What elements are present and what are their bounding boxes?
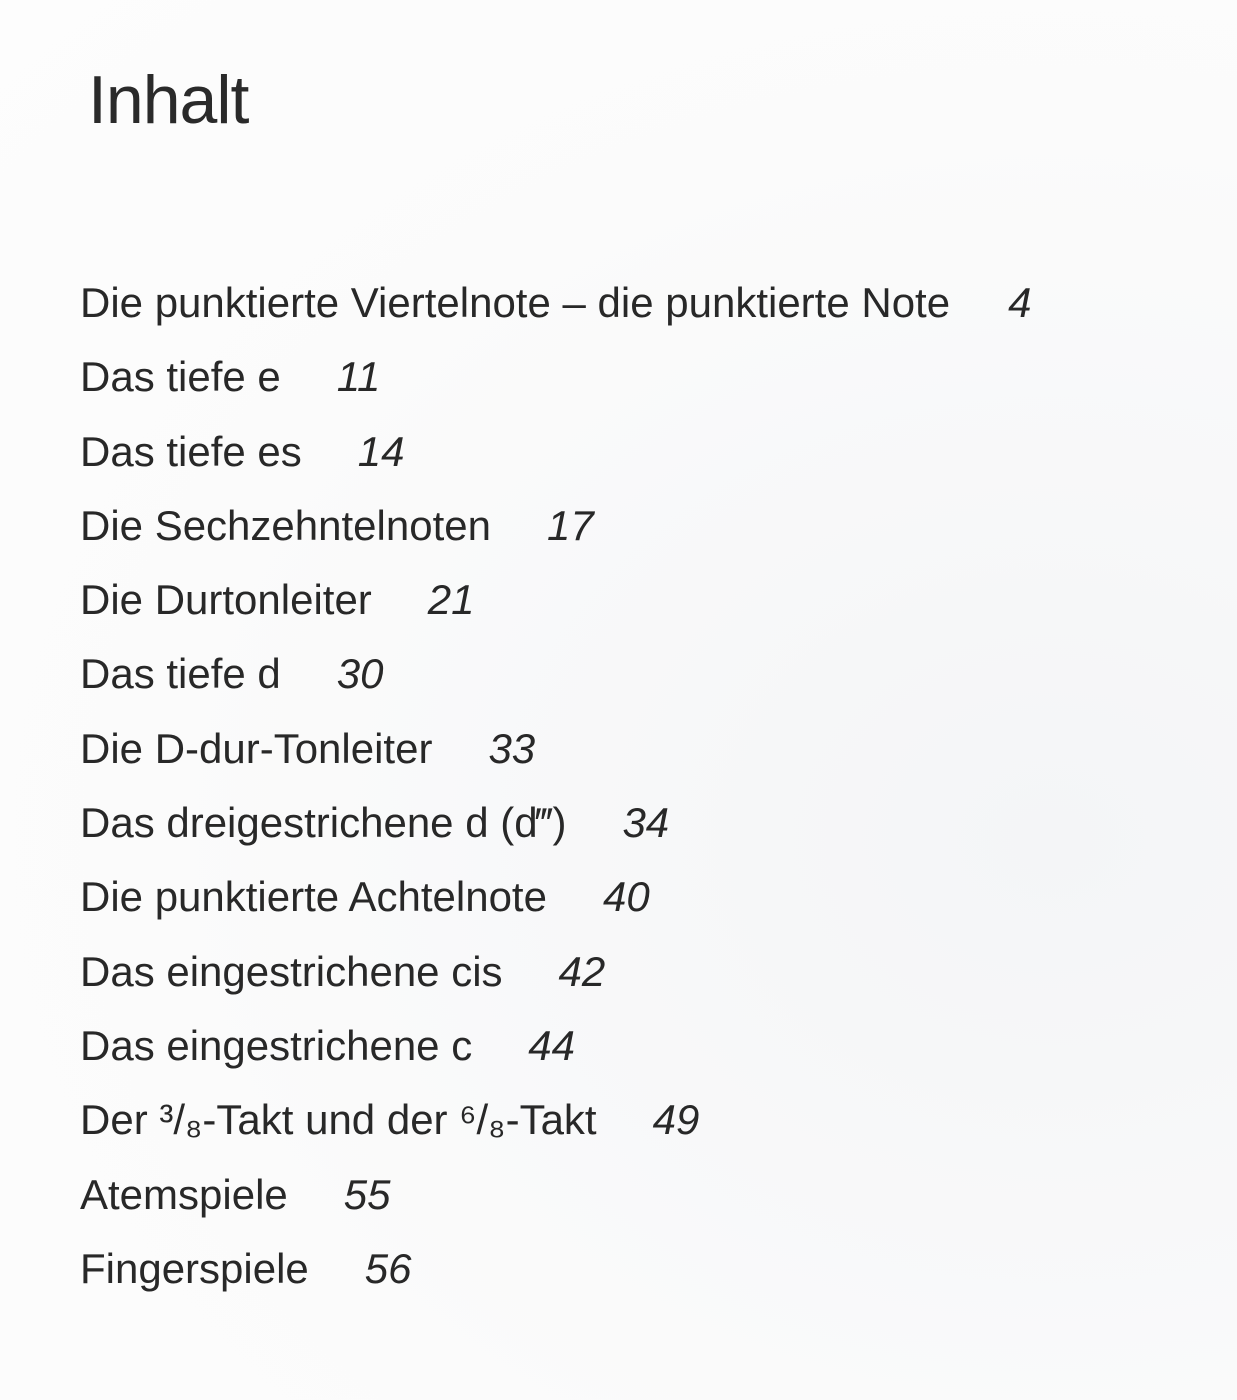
toc-entry-label: Die punktierte Achtelnote — [80, 873, 547, 921]
toc-entry — [80, 1244, 1180, 1322]
toc-entry-label: Die Sechzehntelnoten — [80, 501, 491, 549]
toc-entry-label: Atemspiele — [80, 1170, 288, 1218]
toc-entry — [80, 279, 1180, 356]
toc-entry-page: 56 — [364, 1244, 412, 1292]
toc-entry-label: Der ³/₈-Takt und der ⁶/₈-Takt — [80, 1096, 597, 1144]
toc-entry-label: Die Durtonleiter — [80, 576, 372, 624]
toc-entry-page: 40 — [602, 873, 650, 921]
toc-entry — [80, 1170, 1180, 1248]
toc-entry — [80, 650, 1180, 727]
toc-entry-page: 44 — [528, 1021, 575, 1069]
toc-entry-page: 4 — [1008, 279, 1032, 326]
toc-entry-page: 30 — [336, 650, 384, 698]
toc-entry — [80, 724, 1180, 802]
toc-entry — [80, 1021, 1180, 1099]
toc-entry — [80, 799, 1180, 876]
toc-entry-page: 42 — [558, 947, 606, 995]
toc-entry-page: 17 — [546, 501, 594, 549]
toc-entry — [80, 576, 1180, 653]
toc-entry-label: Das dreigestrichene d (d‴) — [80, 799, 567, 847]
toc-entry — [80, 427, 1180, 505]
toc-entry-page: 55 — [343, 1170, 391, 1218]
page-title: Inhalt — [88, 62, 249, 138]
toc-entry-label: Das tiefe es — [80, 427, 302, 475]
toc-entry — [80, 873, 1180, 950]
toc-entry-page: 14 — [357, 427, 405, 475]
toc-entry — [80, 947, 1180, 1025]
toc-entry — [80, 1096, 1180, 1173]
toc-entry-label: Das tiefe e — [80, 353, 281, 401]
toc-entry-page: 34 — [622, 799, 670, 847]
table-of-contents — [80, 279, 1180, 1322]
toc-entry-label: Das tiefe d — [80, 650, 281, 698]
toc-entry-label: Die D-dur-Tonleiter — [80, 724, 433, 772]
toc-entry — [80, 353, 1180, 430]
toc-entry-page: 11 — [336, 353, 381, 401]
toc-entry — [80, 501, 1180, 579]
toc-entry-page: 33 — [488, 724, 536, 772]
toc-entry-page: 49 — [652, 1096, 700, 1144]
toc-entry-label: Fingerspiele — [80, 1244, 309, 1292]
toc-entry-label: Das eingestrichene c — [80, 1021, 473, 1069]
toc-entry-label: Die punktierte Viertelnote – die punktierte Note — [80, 279, 951, 326]
toc-entry-label: Das eingestrichene cis — [80, 947, 503, 995]
toc-entry-page: 21 — [427, 576, 475, 624]
